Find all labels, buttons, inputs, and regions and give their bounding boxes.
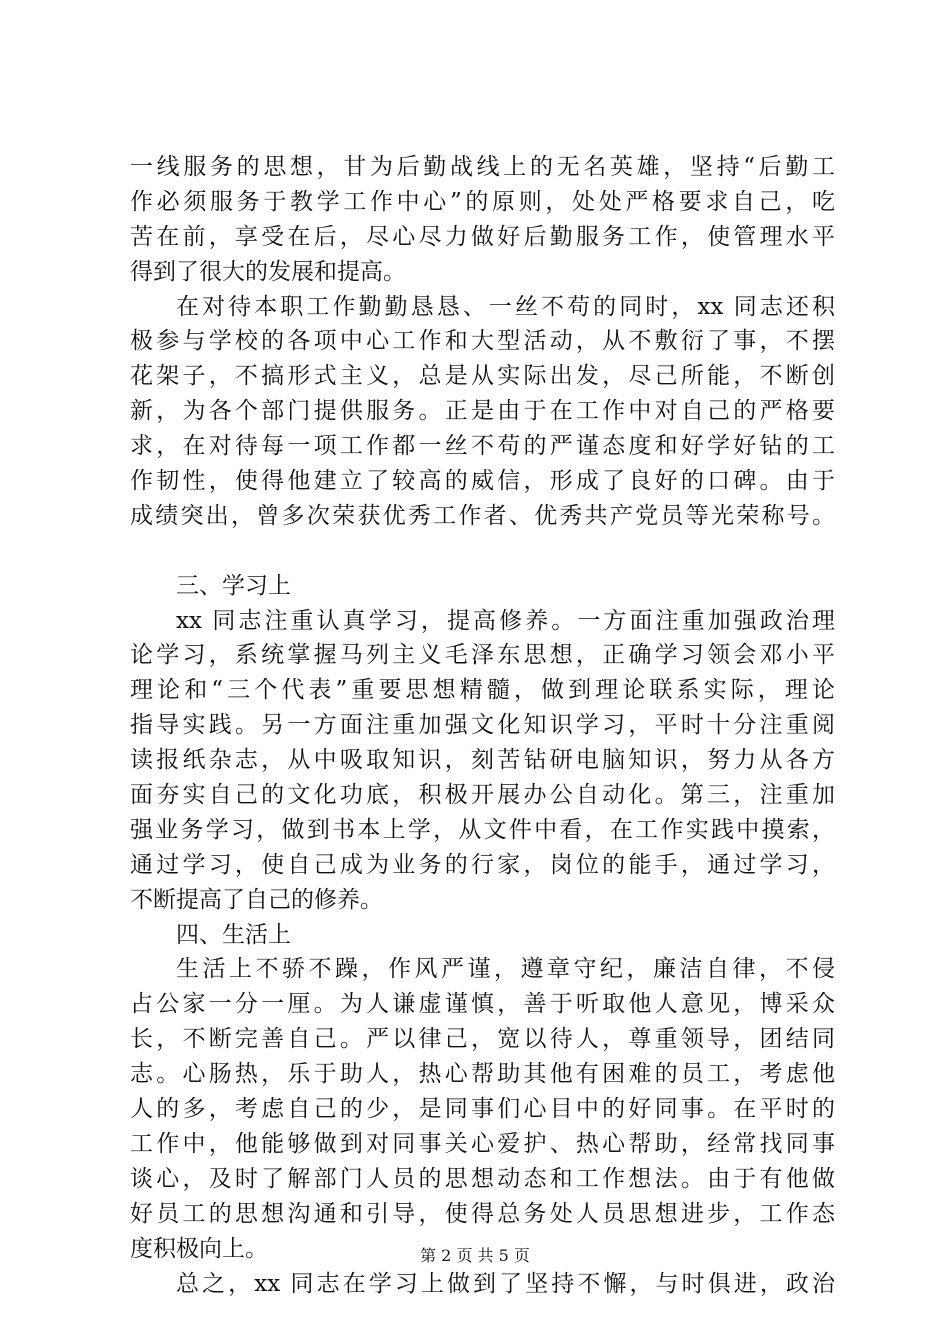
section-heading: 四、生活上 [176, 921, 291, 948]
text-line: 强业务学习，做到书本上学，从文件中看，在工作实践中摸索， [130, 816, 835, 843]
page-number-footer: 第 2 页 共 5 页 [420, 1246, 530, 1265]
text-line: 谈心，及时了解部门人员的思想动态和工作想法。由于有他做 [130, 1165, 835, 1192]
text-line: 不断提高了自己的修养。 [130, 886, 383, 913]
text-line: 总之，xx 同志在学习上做到了坚持不懈，与时俱进，政治 [176, 1270, 835, 1297]
text-line: 苦在前，享受在后，尽心尽力做好后勤服务工作，使管理水平 [130, 223, 835, 250]
text-line: 人的多，考虑自己的少，是同事们心目中的好同事。在平时的 [130, 1096, 835, 1123]
text-line: 面夯实自己的文化功底，积极开展办公自动化。第三，注重加 [130, 782, 835, 809]
text-line: 新，为各个部门提供服务。正是由于在工作中对自己的严格要 [130, 398, 835, 425]
text-line: 极参与学校的各项中心工作和大型活动，从不敷衍了事，不摆 [130, 328, 835, 355]
text-line: 好员工的思想沟通和引导，使得总务处人员思想进步，工作态 [130, 1200, 835, 1227]
text-line: 花架子，不搞形式主义，总是从实际出发，尽己所能，不断创 [130, 363, 835, 390]
document-body [130, 150, 835, 1301]
text-line: 生活上不骄不躁，作风严谨，遵章守纪，廉洁自律，不侵 [176, 956, 835, 983]
text-line: 作韧性，使得他建立了较高的威信，形成了良好的口碑。由于 [130, 468, 835, 495]
text-line: 读报纸杂志，从中吸取知识，刻苦钻研电脑知识，努力从各方 [130, 747, 835, 774]
text-line: 长，不断完善自己。严以律己，宽以待人，尊重领导，团结同 [130, 1026, 835, 1053]
text-line: 志。心肠热，乐于助人，热心帮助其他有困难的员工，考虑他 [130, 1061, 835, 1088]
text-line: 通过学习，使自己成为业务的行家，岗位的能手，通过学习， [130, 851, 835, 878]
text-line: 论学习，系统掌握马列主义毛泽东思想，正确学习领会邓小平 [130, 642, 835, 669]
text-line: 理论和“三个代表”重要思想精髓，做到理论联系实际，理论 [130, 677, 835, 704]
text-line: 得到了很大的发展和提高。 [130, 258, 406, 285]
text-line: 求，在对待每一项工作都一丝不苟的严谨态度和好学好钻的工 [130, 433, 835, 460]
text-line: 成绩突出，曾多次荣获优秀工作者、优秀共产党员等光荣称号。 [130, 502, 835, 529]
paragraph-gap [130, 534, 835, 569]
text-line: 作必须服务于教学工作中心”的原则，处处严格要求自己，吃 [130, 188, 835, 215]
text-line: 度积极向上。 [130, 1235, 268, 1262]
text-line: xx 同志注重认真学习，提高修养。一方面注重加强政治理 [176, 607, 835, 634]
text-line: 指导实践。另一方面注重加强文化知识学习，平时十分注重阅 [130, 712, 835, 739]
text-line: 工作中，他能够做到对同事关心爱护、热心帮助，经常找同事 [130, 1130, 835, 1157]
text-line: 在对待本职工作勤勤恳恳、一丝不苟的同时，xx 同志还积 [176, 293, 835, 320]
section-heading: 三、学习上 [176, 572, 291, 599]
text-line: 一线服务的思想，甘为后勤战线上的无名英雄，坚持“后勤工 [130, 154, 835, 180]
text-line: 占公家一分一厘。为人谦虚谨慎，善于听取他人意见，博采众 [130, 991, 835, 1018]
